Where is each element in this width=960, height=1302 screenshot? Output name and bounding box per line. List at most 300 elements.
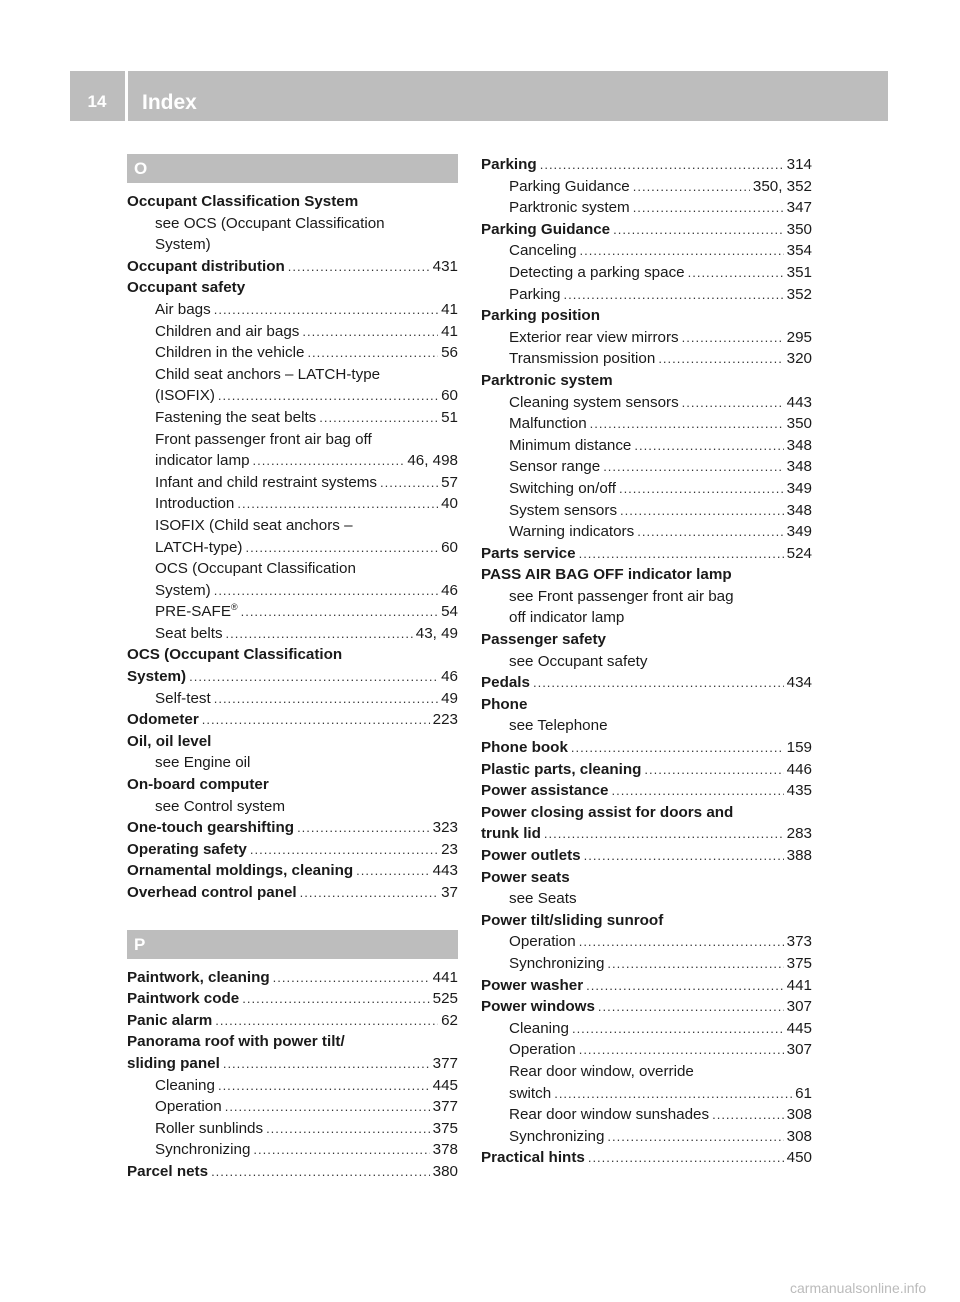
entry-page-number: 446 <box>786 760 812 778</box>
leader-dots <box>613 219 784 241</box>
leader-dots <box>564 284 784 306</box>
index-entry <box>127 882 458 904</box>
entry-text: Infant and child restraint systems <box>155 473 378 491</box>
index-entry <box>481 607 812 629</box>
entry-page-number: 307 <box>786 998 812 1016</box>
entry-text: Operating safety <box>127 840 247 858</box>
leader-dots <box>620 500 784 522</box>
index-entry <box>481 500 812 522</box>
index-entry <box>127 299 458 321</box>
entry-page-number: 445 <box>432 1076 458 1094</box>
leader-dots <box>211 1161 430 1183</box>
entry-page-number: 377 <box>432 1098 458 1116</box>
entry-page-number: 441 <box>786 976 812 994</box>
index-entry <box>481 413 812 435</box>
entry-page-number: 23 <box>441 840 458 858</box>
entry-page-number: 43, 49 <box>415 624 458 642</box>
index-entry <box>481 456 812 478</box>
entry-text: Exterior rear view mirrors <box>509 328 679 346</box>
index-entry <box>481 197 812 219</box>
index-entry <box>481 305 812 327</box>
entry-text: One-touch gearshifting <box>127 819 295 837</box>
entry-text: Odometer <box>127 711 199 729</box>
leader-dots <box>242 988 429 1010</box>
leader-dots <box>266 1118 430 1140</box>
index-entry <box>127 1075 458 1097</box>
entry-text: Introduction <box>155 495 235 513</box>
entry-text: Power washer <box>481 976 584 994</box>
entry-text: switch <box>509 1084 552 1102</box>
index-entry <box>127 537 458 559</box>
index-entry <box>127 1118 458 1140</box>
section-gap <box>127 904 458 930</box>
index-entry <box>127 1053 458 1075</box>
entry-page-number: 41 <box>441 322 458 340</box>
entry-page-number: 323 <box>432 819 458 837</box>
section-letter-heading: P <box>127 930 458 959</box>
entry-text: Malfunction <box>509 415 587 433</box>
leader-dots <box>214 688 438 710</box>
index-entry <box>127 256 458 278</box>
index-entry <box>127 493 458 515</box>
index-entry <box>127 191 458 213</box>
entry-text: Paintwork code <box>127 990 240 1008</box>
entry-text: Oil, oil level <box>127 732 212 750</box>
index-entry <box>481 910 812 932</box>
leader-dots <box>658 348 783 370</box>
entry-text: Seat belts <box>155 624 223 642</box>
entry-page-number: 350, 352 <box>752 177 812 195</box>
leader-dots <box>218 385 438 407</box>
entry-page-number: 348 <box>786 436 812 454</box>
index-entry <box>127 407 458 429</box>
leader-dots <box>603 456 783 478</box>
index-entry <box>481 1061 812 1083</box>
leader-dots <box>712 1104 784 1126</box>
entry-text: Occupant Classification System <box>127 193 359 210</box>
leader-dots <box>584 845 784 867</box>
index-entry <box>127 623 458 645</box>
entry-page-number: 61 <box>795 1084 812 1102</box>
entry-page-number: 443 <box>786 393 812 411</box>
entry-page-number: 435 <box>786 782 812 800</box>
index-entry <box>481 392 812 414</box>
entry-text: Front passenger front air bag off <box>155 430 372 448</box>
entry-text: Power windows <box>481 998 595 1016</box>
entry-text: see Seats <box>509 890 577 908</box>
entry-page-number: 40 <box>441 495 458 513</box>
leader-dots <box>253 1139 429 1161</box>
leader-dots <box>644 759 783 781</box>
entry-text: Switching on/off <box>509 479 616 497</box>
entry-text: Panic alarm <box>127 1011 213 1029</box>
entry-text: Canceling <box>509 242 577 260</box>
leader-dots <box>607 953 783 975</box>
leader-dots <box>241 601 439 623</box>
entry-page-number: 354 <box>786 242 812 260</box>
index-column-right <box>481 154 812 1169</box>
entry-page-number: 348 <box>786 458 812 476</box>
entry-text: Warning indicators <box>509 523 635 541</box>
entry-text: Practical hints <box>481 1149 585 1167</box>
index-entry <box>481 327 812 349</box>
index-entry <box>127 731 458 753</box>
entry-text: On-board computer <box>127 776 269 794</box>
entry-page-number: 373 <box>786 933 812 951</box>
entry-page-number: 348 <box>786 501 812 519</box>
entry-text: see Front passenger front air bag <box>509 587 734 605</box>
entry-text: Occupant distribution <box>127 257 285 275</box>
index-entry <box>481 435 812 457</box>
leader-dots <box>579 931 784 953</box>
index-entry <box>127 321 458 343</box>
leader-dots <box>225 1096 430 1118</box>
entry-page-number: 377 <box>432 1054 458 1072</box>
entry-text: Synchronizing <box>509 1127 605 1145</box>
entry-text: Parktronic system <box>481 371 613 389</box>
leader-dots <box>688 262 784 284</box>
index-entry <box>127 839 458 861</box>
index-entry <box>481 953 812 975</box>
entry-page-number: 308 <box>786 1127 812 1145</box>
index-entry <box>481 521 812 543</box>
entry-page-number: 378 <box>432 1141 458 1159</box>
entry-page-number: 223 <box>432 711 458 729</box>
leader-dots <box>237 493 438 515</box>
entry-page-number: 375 <box>432 1119 458 1137</box>
leader-dots <box>250 839 438 861</box>
leader-dots <box>273 967 430 989</box>
entry-text: see Engine oil <box>155 754 251 772</box>
leader-dots <box>540 154 784 176</box>
leader-dots <box>380 472 438 494</box>
leader-dots <box>607 1126 783 1148</box>
entry-text: System) <box>127 668 187 686</box>
entry-page-number: 380 <box>432 1162 458 1180</box>
entry-page-number: 443 <box>432 862 458 880</box>
leader-dots <box>214 299 438 321</box>
index-entry <box>127 472 458 494</box>
entry-page-number: 434 <box>786 674 812 692</box>
index-entry <box>481 694 812 716</box>
entry-page-number: 41 <box>441 300 458 318</box>
entry-text: see Occupant safety <box>509 652 648 670</box>
entry-text: Operation <box>509 933 576 951</box>
entry-text: sliding panel <box>127 1054 220 1072</box>
entry-text: Phone <box>481 695 528 713</box>
leader-dots <box>356 860 429 882</box>
index-entry <box>127 515 458 537</box>
entry-page-number: 349 <box>786 479 812 497</box>
index-column-left <box>127 154 458 1183</box>
entry-page-number: 431 <box>432 257 458 275</box>
entry-text: Cleaning system sensors <box>509 393 679 411</box>
index-entry <box>481 1039 812 1061</box>
index-entry <box>127 558 458 580</box>
index-entry <box>481 564 812 586</box>
index-entry <box>481 1104 812 1126</box>
entry-page-number: 54 <box>441 603 458 621</box>
index-entry <box>127 774 458 796</box>
index-entry <box>127 429 458 451</box>
entry-text: Power closing assist for doors and <box>481 803 734 821</box>
leader-dots <box>586 975 784 997</box>
leader-dots <box>307 342 438 364</box>
entry-text: see OCS (Occupant Classification <box>155 214 385 232</box>
entry-page-number: 347 <box>786 199 812 217</box>
leader-dots <box>288 256 430 278</box>
leader-dots <box>611 780 783 802</box>
index-entry <box>481 888 812 910</box>
entry-text: Power tilt/sliding sunroof <box>481 911 664 929</box>
index-entry <box>481 1018 812 1040</box>
entry-text: Power assistance <box>481 782 609 800</box>
entry-text: Parking Guidance <box>481 220 611 238</box>
index-entry <box>481 845 812 867</box>
entry-text: indicator lamp <box>155 452 250 470</box>
entry-text: Synchronizing <box>509 954 605 972</box>
entry-text: see Control system <box>155 797 285 815</box>
leader-dots <box>245 537 438 559</box>
entry-text: PRE-SAFE® <box>155 602 238 621</box>
leader-dots <box>253 450 405 472</box>
leader-dots <box>554 1083 792 1105</box>
entry-page-number: 388 <box>786 847 812 864</box>
index-entry <box>127 666 458 688</box>
index-entry <box>127 709 458 731</box>
leader-dots <box>682 327 784 349</box>
entry-page-number: 524 <box>786 544 812 562</box>
leader-dots <box>598 996 784 1018</box>
entry-text: Rear door window sunshades <box>509 1106 710 1124</box>
leader-dots <box>619 478 784 500</box>
entry-page-number: 60 <box>441 538 458 556</box>
leader-dots <box>544 823 784 845</box>
entry-text: Occupant safety <box>127 279 246 297</box>
leader-dots <box>634 435 783 457</box>
index-entry <box>127 1096 458 1118</box>
entry-text: Pedals <box>481 674 530 692</box>
entry-text: Self-test <box>155 689 211 707</box>
index-entry <box>127 601 458 623</box>
entry-page-number: 375 <box>786 954 812 972</box>
index-entry <box>481 478 812 500</box>
leader-dots <box>223 1053 430 1075</box>
index-entry <box>481 975 812 997</box>
entry-page-number: 57 <box>441 473 458 491</box>
index-entry <box>481 348 812 370</box>
entry-page-number: 46 <box>441 581 458 599</box>
entry-text: OCS (Occupant Classification <box>127 646 343 664</box>
entry-text: Overhead control panel <box>127 884 297 901</box>
leader-dots <box>682 392 784 414</box>
index-entry <box>481 586 812 608</box>
entry-page-number: 351 <box>786 263 812 281</box>
index-entry <box>127 580 458 602</box>
entry-text: Roller sunblinds <box>155 1119 264 1137</box>
leader-dots <box>572 1018 784 1040</box>
index-entry <box>481 629 812 651</box>
entry-text: OCS (Occupant Classification <box>155 560 356 578</box>
entry-text: Phone book <box>481 739 568 757</box>
page-title: Index <box>142 91 197 114</box>
entry-text: LATCH-type) <box>155 538 243 556</box>
entry-text: Parts service <box>481 544 576 562</box>
entry-text: Air bags <box>155 300 211 318</box>
entry-text: Power outlets <box>481 847 581 864</box>
leader-dots <box>533 672 784 694</box>
leader-dots <box>580 240 784 262</box>
leader-dots <box>579 1039 784 1061</box>
entry-text: System sensors <box>509 501 618 519</box>
section-letter-heading: O <box>127 154 458 183</box>
index-entry <box>127 1010 458 1032</box>
watermark: carmanualsonline.info <box>790 1280 927 1296</box>
index-entry <box>481 1083 812 1105</box>
entry-page-number: 314 <box>786 156 812 173</box>
entry-text: see Telephone <box>509 717 608 735</box>
entry-text: Synchronizing <box>155 1141 251 1159</box>
index-entry <box>127 1139 458 1161</box>
index-entry <box>481 737 812 759</box>
entry-page-number: 51 <box>441 408 458 426</box>
leader-dots <box>214 580 438 602</box>
index-entry <box>481 651 812 673</box>
entry-page-number: 525 <box>432 990 458 1008</box>
index-entry <box>481 996 812 1018</box>
index-entry <box>481 543 812 565</box>
index-entry <box>127 234 458 256</box>
entry-text: Parking Guidance <box>509 177 630 195</box>
index-entry <box>481 1147 812 1169</box>
leader-dots <box>302 321 438 343</box>
entry-text: PASS AIR BAG OFF indicator lamp <box>481 566 732 584</box>
entry-text: Parking position <box>481 307 600 325</box>
index-entry <box>481 715 812 737</box>
entry-text: off indicator lamp <box>509 609 625 627</box>
entry-text: Transmission position <box>509 350 656 368</box>
entry-page-number: 37 <box>441 884 458 901</box>
index-entry <box>127 860 458 882</box>
leader-dots <box>297 817 430 839</box>
entry-page-number: 308 <box>786 1106 812 1124</box>
index-entry <box>481 240 812 262</box>
entry-page-number: 159 <box>786 739 812 757</box>
index-entry <box>127 988 458 1010</box>
leader-dots <box>202 709 430 731</box>
entry-text: Child seat anchors – LATCH-type <box>155 365 381 383</box>
leader-dots <box>300 882 438 904</box>
header-divider <box>125 71 128 121</box>
index-entry <box>127 752 458 774</box>
leader-dots <box>579 543 784 565</box>
entry-text: System) <box>155 581 211 599</box>
entry-text: Fastening the seat belts <box>155 408 317 426</box>
entry-page-number: 283 <box>786 825 812 843</box>
entry-page-number: 295 <box>786 328 812 346</box>
index-entry <box>127 364 458 386</box>
entry-text: (ISOFIX) <box>155 387 215 405</box>
entry-page-number: 56 <box>441 344 458 362</box>
leader-dots <box>215 1010 438 1032</box>
entry-text: Parking <box>481 156 537 173</box>
index-entry <box>127 1031 458 1053</box>
entry-text: trunk lid <box>481 825 541 843</box>
index-entry <box>481 176 812 198</box>
entry-text: Children in the vehicle <box>155 344 305 362</box>
entry-text: Sensor range <box>509 458 601 476</box>
index-entry <box>127 688 458 710</box>
entry-text: Operation <box>509 1041 576 1059</box>
index-entry <box>127 213 458 235</box>
index-entry <box>127 385 458 407</box>
entry-text: Cleaning <box>509 1019 569 1037</box>
entry-text: Plastic parts, cleaning <box>481 760 642 778</box>
entry-page-number: 450 <box>786 1149 812 1167</box>
entry-text: Paintwork, cleaning <box>127 968 270 986</box>
index-entry <box>481 672 812 694</box>
leader-dots <box>588 1147 784 1169</box>
entry-page-number: 49 <box>441 689 458 707</box>
entry-text: Operation <box>155 1098 222 1116</box>
entry-page-number: 350 <box>786 415 812 433</box>
entry-page-number: 60 <box>441 387 458 405</box>
leader-dots <box>590 413 784 435</box>
entry-text: ISOFIX (Child seat anchors – <box>155 516 353 534</box>
entry-text: Children and air bags <box>155 322 300 340</box>
leader-dots <box>218 1075 430 1097</box>
index-entry <box>127 450 458 472</box>
entry-text: Parcel nets <box>127 1162 209 1180</box>
leader-dots <box>633 197 784 219</box>
entry-text: Minimum distance <box>509 436 632 454</box>
entry-text: Ornamental moldings, cleaning <box>127 862 354 880</box>
index-entry <box>481 759 812 781</box>
index-entry <box>481 802 812 824</box>
index-entry <box>127 967 458 989</box>
entry-page-number: 46, 498 <box>407 452 458 470</box>
leader-dots <box>633 176 750 198</box>
entry-page-number: 352 <box>786 285 812 303</box>
entry-page-number: 441 <box>432 968 458 986</box>
entry-text: Parktronic system <box>509 199 630 217</box>
entry-text: Detecting a parking space <box>509 263 685 281</box>
entry-page-number: 320 <box>786 350 812 368</box>
entry-text: Power seats <box>481 868 570 886</box>
index-entry <box>481 219 812 241</box>
index-entry <box>127 1161 458 1183</box>
entry-page-number: 445 <box>786 1019 812 1037</box>
entry-page-number: 307 <box>786 1041 812 1059</box>
index-entry <box>481 154 812 176</box>
entry-page-number: 46 <box>441 668 458 686</box>
entry-text: Cleaning <box>155 1076 215 1094</box>
page-number: 14 <box>87 92 107 111</box>
entry-text: Rear door window, override <box>509 1062 694 1080</box>
index-entry <box>127 277 458 299</box>
index-entry <box>481 262 812 284</box>
index-entry <box>481 867 812 889</box>
index-entry <box>127 796 458 818</box>
leader-dots <box>637 521 783 543</box>
index-entry <box>481 823 812 845</box>
entry-page-number: 350 <box>786 220 812 238</box>
index-entry <box>481 780 812 802</box>
index-entry <box>127 817 458 839</box>
entry-page-number: 349 <box>786 523 812 541</box>
index-entry <box>127 342 458 364</box>
leader-dots <box>319 407 438 429</box>
